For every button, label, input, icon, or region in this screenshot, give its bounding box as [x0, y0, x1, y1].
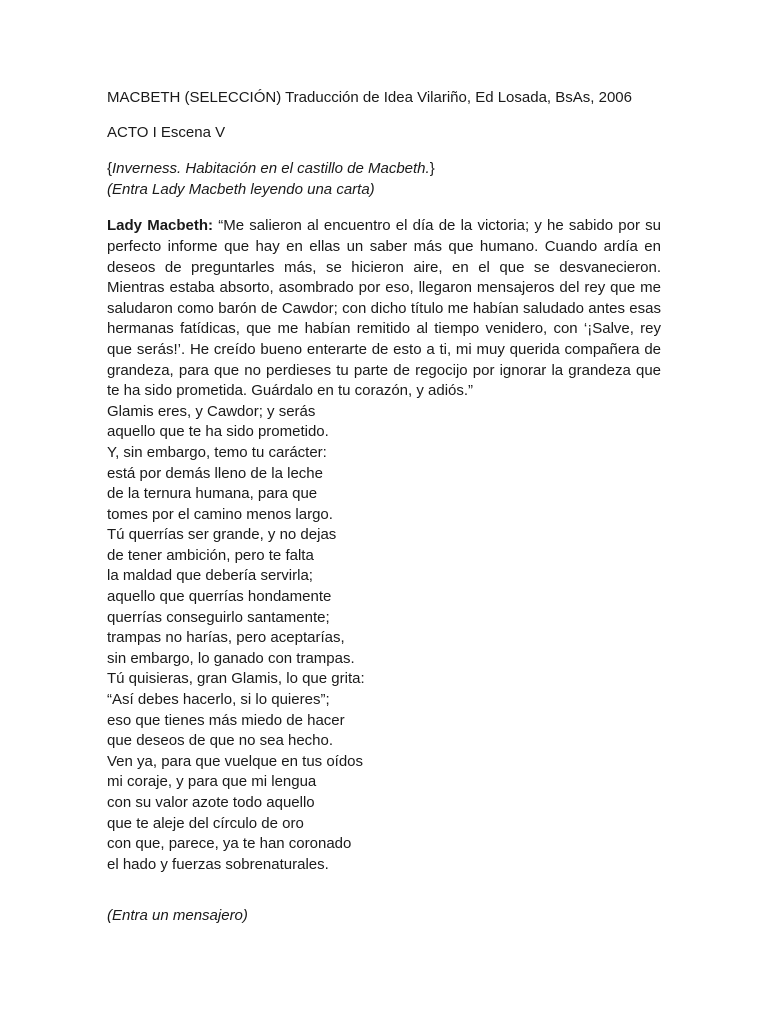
verse-line: el hado y fuerzas sobrenaturales. [107, 855, 329, 873]
verse-block [107, 402, 661, 876]
brace-open: { [107, 160, 113, 178]
verse-line: querrías conseguirlo santamente; [107, 608, 330, 626]
verse-line: Tú quisieras, gran Glamis, lo que grita: [107, 670, 365, 688]
verse-line: con su valor azote todo aquello [107, 794, 315, 811]
verse-line: Tú querrías ser grande, y no dejas [107, 526, 337, 544]
speaker-name: Lady Macbeth: [107, 217, 214, 235]
brace-close: } [429, 160, 435, 178]
verse-line: trampas no harías, pero aceptarías, [107, 629, 345, 647]
letter-text: “Me salieron al encuentro el día de la victoria; y he sabido por su perfecto informe que hay en ellas un saber más que humano. Cuando ardía en deseos de preguntarles más, se hicieron aire, en el que se desvanecieron. Mientras estaba absorto, asombrado por eso, llegaron mensajeros del rey que me saludaron como barón de Cawdor; con dicho título me habían saludado antes esas hermanas fatídicas, que me habían remitido al tiempo venidero, con ‘¡Salve, rey que serás!’. He creído bueno enterarte de esto a ti, mi muy querida compañera de grandeza, para que no perdieses tu parte de regocijo por ignorar la grandeza que te ha sido prometida. Guárdalo en tu corazón, y adiós.” [107, 217, 662, 400]
verse-line: de la ternura humana, para que [107, 485, 318, 503]
verse-line: con que, parece, ya te han coronado [107, 835, 352, 853]
verse-line: aquello que te ha sido prometido. [107, 423, 329, 441]
verse-line: mi coraje, y para que mi lengua [107, 773, 317, 791]
document-page [107, 88, 661, 927]
verse-line: eso que tienes más miedo de hacer [107, 711, 345, 729]
act-heading: ACTO I Escena V [107, 123, 226, 141]
verse-line: la maldad que debería servirla; [107, 567, 313, 585]
document-title: MACBETH (SELECCIÓN) Traducción de Idea Vilariño, Ed Losada, BsAs, 2006 [107, 89, 632, 106]
verse-line: Ven ya, para que vuelque en tus oídos [107, 752, 364, 770]
verse-line: aquello que querrías hondamente [107, 588, 332, 606]
verse-line: está por demás lleno de la leche [107, 464, 323, 482]
verse-line: Glamis eres, y Cawdor; y serás [107, 402, 316, 420]
verse-line: sin embargo, lo ganado con trampas. [107, 649, 355, 667]
verse-line: Y, sin embargo, temo tu carácter: [107, 443, 327, 461]
verse-line: tomes por el camino menos largo. [107, 505, 333, 523]
stage-direction-messenger: (Entra un mensajero) [107, 907, 248, 925]
stage-direction-block [107, 159, 661, 200]
verse-line: que te aleje del círculo de oro [107, 814, 304, 832]
stage-direction-setting [107, 159, 661, 180]
stage-direction-entrance: (Entra Lady Macbeth leyendo una carta) [107, 180, 375, 198]
letter-paragraph [107, 216, 661, 401]
stage-direction-setting-text: Inverness. Habitación en el castillo de Macbeth. [112, 160, 430, 178]
verse-line: de tener ambición, pero te falta [107, 546, 314, 564]
verse-line: que deseos de que no sea hecho. [107, 732, 334, 750]
verse-line: “Así debes hacerlo, si lo quieres”; [107, 691, 330, 709]
